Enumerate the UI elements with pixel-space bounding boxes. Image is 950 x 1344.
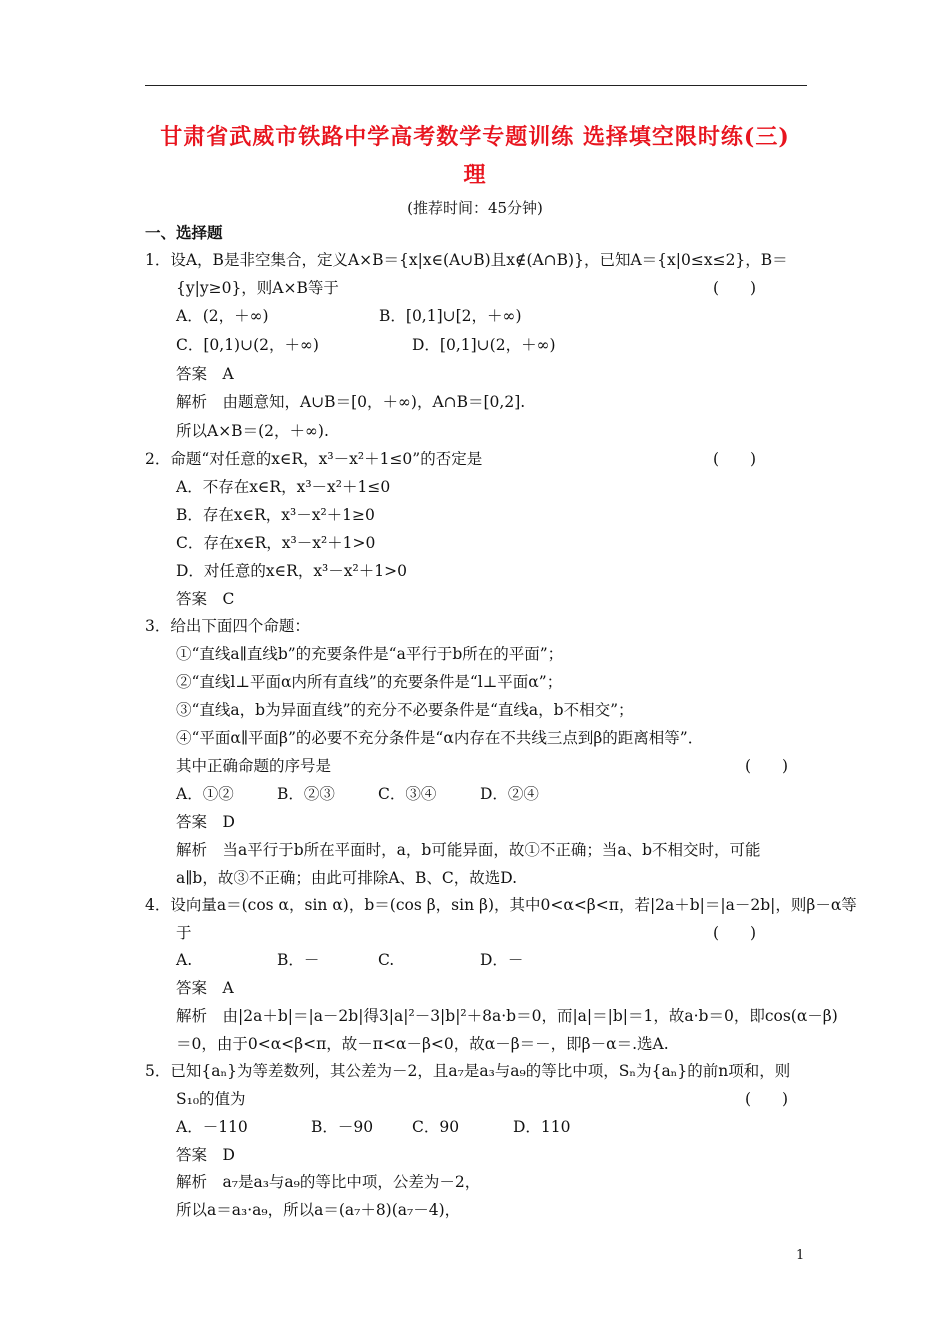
q3-option-a: A．①② [176,785,234,803]
q2-option-c: C．存在x∈R，x³－x²＋1>0 [176,534,376,552]
q3-line-1: 3．给出下面四个命题： [145,617,310,635]
q2-answer-paren: ( ) [713,450,757,468]
q3-proposition-2: ②“直线l⊥平面α内所有直线”的充要条件是“l⊥平面α”； [176,673,563,691]
q3-question: 其中正确命题的序号是 [176,757,332,775]
q5-answer: 答案 D [176,1146,235,1164]
q1-option-c: C．[0,1)∪(2，＋∞) [176,336,319,354]
q3-option-c: C．③④ [378,785,437,803]
q4-option-c: C. [378,951,395,969]
section-heading: 一、选择题 [145,223,223,242]
q4-line-2: 于 [176,924,192,942]
title-line-2: 理 [463,162,487,188]
q2-option-a: A．不存在x∈R，x³－x²＋1≤0 [176,478,391,496]
q2-line-1: 2．命题“对任意的x∈R，x³－x²＋1≤0”的否定是 [145,450,483,468]
q1-option-d: D．[0,1]∪(2，＋∞) [412,336,556,354]
q4-option-b: B．－ [277,951,320,969]
q1-line-2: {y|y≥0}，则A×B等于 [176,279,339,297]
q1-explanation-1: 解析 由题意知，A∪B＝[0，＋∞)，A∩B＝[0,2]. [176,393,526,411]
page-number: 1 [796,1248,805,1263]
q4-answer: 答案 A [176,979,234,997]
q5-explanation-1: 解析 a₇是a₃与a₉的等比中项，公差为－2， [176,1173,481,1191]
header-rule [145,85,807,86]
subtitle: (推荐时间：45分钟) [407,199,543,217]
q5-answer-paren: ( ) [745,1090,789,1108]
q1-answer-paren: ( ) [713,279,757,297]
q1-answer: 答案 A [176,365,234,383]
q3-option-b: B．②③ [277,785,335,803]
q3-proposition-1: ①“直线a∥直线b”的充要条件是“a平行于b所在的平面”； [176,645,564,663]
q3-option-d: D．②④ [480,785,539,803]
title-line-1: 甘肃省武威市铁路中学高考数学专题训练 选择填空限时练(三) [160,124,790,150]
q3-explanation-1: 解析 当a平行于b所在平面时，a，b可能异面，故①不正确；当a、b不相交时，可能 [176,841,761,859]
q4-line-1: 4．设向量a＝(cos α，sin α)，b＝(cos β，sin β)，其中0<α<β<π，若|2a＋b|＝|a－2b|，则β－α等 [145,896,857,914]
q4-answer-paren: ( ) [713,924,757,942]
q3-proposition-3: ③“直线a，b为异面直线”的充分不必要条件是“直线a，b不相交”； [176,701,634,719]
q1-explanation-2: 所以A×B＝(2，＋∞). [176,422,329,440]
q5-option-d: D．110 [513,1118,571,1136]
q3-answer: 答案 D [176,813,235,831]
q5-line-1: 5．已知{aₙ}为等差数列，其公差为－2，且a₇是a₃与a₉的等比中项，Sₙ为{aₙ}的前n项和，则 [145,1062,791,1080]
q2-option-b: B．存在x∈R，x³－x²＋1≥0 [176,506,375,524]
q3-proposition-4: ④“平面α∥平面β”的必要不充分条件是“α内存在不共线三点到β的距离相等”． [176,729,704,747]
q1-line-1: 1．设A，B是非空集合，定义A×B＝{x|x∈(A∪B)且x∉(A∩B)}，已知A＝{x|0≤x≤2}，B＝ [145,251,788,269]
q4-explanation-2: ＝0，由于0<α<β<π，故－π<α－β<0，故α－β＝－，即β－α＝.选A. [176,1035,669,1053]
q2-answer: 答案 C [176,590,235,608]
q5-option-b: B．－90 [311,1118,374,1136]
q4-option-d: D．－ [480,951,524,969]
q4-explanation-1: 解析 由|2a＋b|＝|a－2b|得3|a|²－3|b|²＋8a·b＝0，而|a|＝|b|＝1，故a·b＝0，即cos(α－β) [176,1007,838,1025]
q1-option-b: B．[0,1]∪[2，＋∞) [379,307,522,325]
q4-option-a: A. [176,951,193,969]
q5-option-a: A．－110 [176,1118,248,1136]
q5-line-2: S₁₀的值为 [176,1090,246,1108]
q3-explanation-2: a∥b，故③不正确；由此可排除A、B、C，故选D. [176,869,518,887]
q5-explanation-2: 所以a＝a₃·a₉，所以a＝(a₇＋8)(a₇－4)， [176,1201,461,1219]
q5-option-c: C．90 [412,1118,460,1136]
q3-answer-paren: ( ) [745,757,789,775]
q2-option-d: D．对任意的x∈R，x³－x²＋1>0 [176,562,407,580]
q1-option-a: A．(2，＋∞) [176,307,269,325]
